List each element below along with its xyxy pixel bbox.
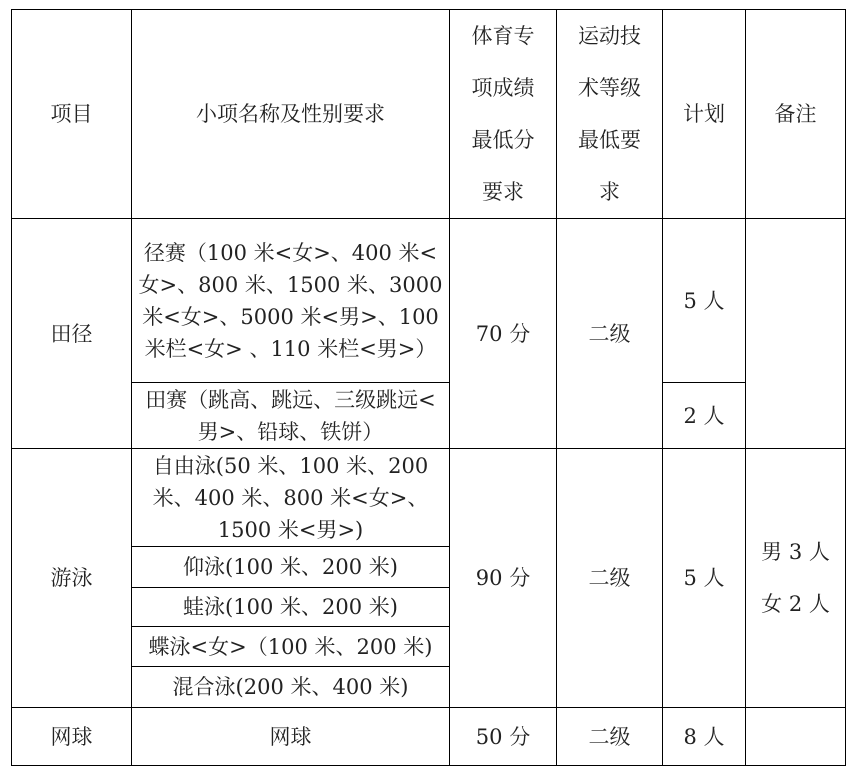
track-sub-running: 径赛（100 米<女>、400 米<女>、800 米、1500 米、3000 米<女>、5000 米<男>、100 米栏<女> 、110 米栏<男>）	[132, 219, 450, 383]
track-item: 田径	[12, 219, 132, 449]
swim-sub-backstroke: 仰泳(100 米、200 米)	[132, 547, 450, 588]
swim-note	[746, 449, 846, 708]
track-plan-running: 5 人	[663, 219, 746, 383]
swim-sub-medley: 混合泳(200 米、400 米)	[132, 667, 450, 708]
header-min-level-text: 运动技术等级最低要求	[578, 24, 641, 204]
track-sub-field: 田赛（跳高、跳远、三级跳远<男>、铅球、铁饼）	[132, 383, 450, 449]
swim-item: 游泳	[12, 449, 132, 708]
table-row	[12, 449, 846, 547]
table-row	[12, 219, 846, 383]
tennis-score: 50 分	[450, 708, 557, 766]
table-row	[12, 708, 846, 766]
tennis-note	[746, 708, 846, 766]
tennis-sub: 网球	[132, 708, 450, 766]
swim-note-female: 女 2 人	[761, 592, 830, 616]
track-level: 二级	[557, 219, 663, 449]
swim-level: 二级	[557, 449, 663, 708]
swim-note-male: 男 3 人	[761, 540, 830, 564]
header-sub-name: 小项名称及性别要求	[132, 10, 450, 219]
swim-sub-butterfly: 蝶泳<女>（100 米、200 米)	[132, 627, 450, 667]
header-min-score-text: 体育专项成绩最低分要求	[471, 24, 535, 204]
header-plan: 计划	[663, 10, 746, 219]
track-score: 70 分	[450, 219, 557, 449]
tennis-plan: 8 人	[663, 708, 746, 766]
table-row	[12, 383, 846, 449]
swim-sub-freestyle: 自由泳(50 米、100 米、200 米、400 米、800 米<女>、1500 米<男>)	[132, 449, 450, 547]
requirements-table	[11, 9, 846, 766]
swim-score: 90 分	[450, 449, 557, 708]
header-note: 备注	[746, 10, 846, 219]
track-plan-field: 2 人	[663, 383, 746, 449]
tennis-item: 网球	[12, 708, 132, 766]
header-min-level	[557, 10, 663, 219]
tennis-level: 二级	[557, 708, 663, 766]
swim-plan: 5 人	[663, 449, 746, 708]
swim-sub-breaststroke: 蛙泳(100 米、200 米)	[132, 588, 450, 627]
header-row	[12, 10, 846, 219]
track-note	[746, 219, 846, 449]
header-min-score	[450, 10, 557, 219]
header-item: 项目	[12, 10, 132, 219]
